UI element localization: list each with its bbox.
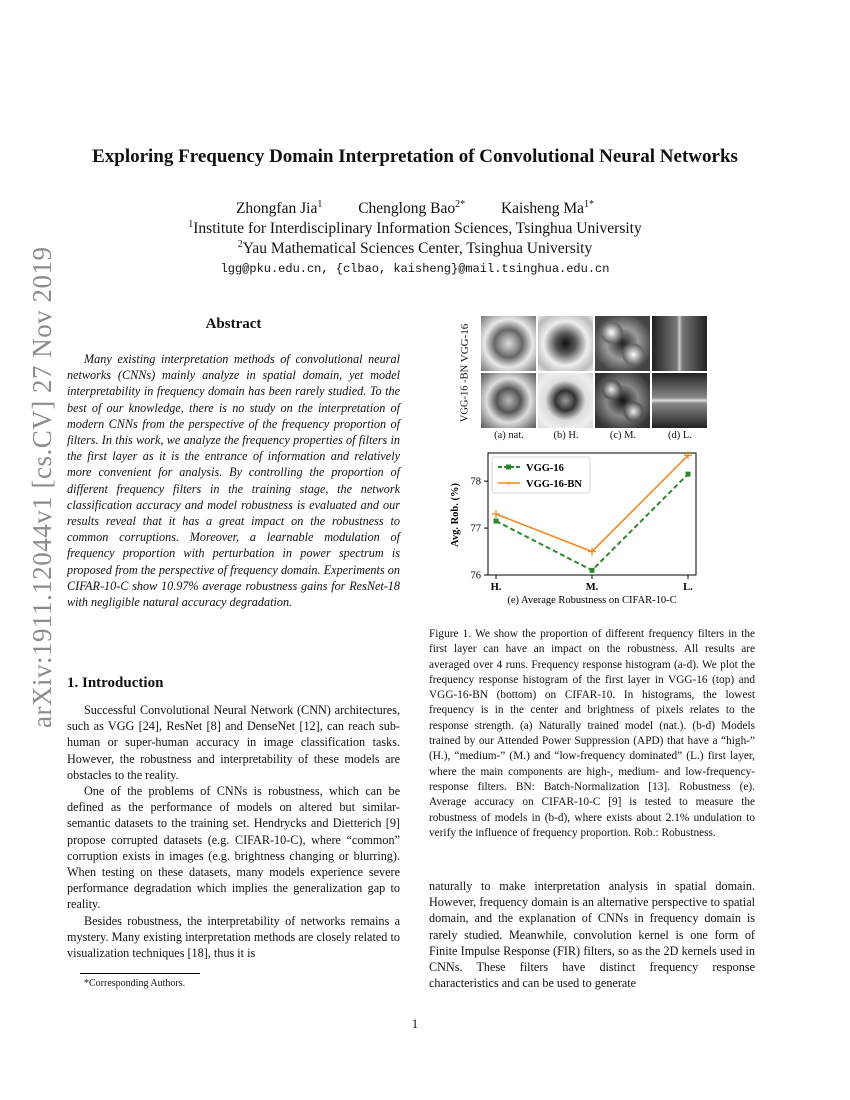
author-list	[0, 199, 830, 218]
right-column-text: naturally to make interpretation analysis in spatial domain. However, frequency domain is an alternative perspective to spatial domain, and the explanation of CNNs in frequency domain is rarely studied. Meanwhile, convolution kernel is one form of Finite Impulse Response (FIR) filters, so as the 2D kernels used in CNNs. These filters have distinct frequency response characteristics and can be used to generate	[429, 879, 755, 991]
filter-histogram-grid	[481, 316, 707, 426]
legend-label-vgg16bn: VGG-16-BN	[526, 479, 582, 490]
x-tick-label: H.	[490, 582, 502, 593]
legend-marker-vgg16	[506, 465, 511, 470]
y-tick-label: 76	[470, 570, 481, 582]
affiliation: $^1$Institute for Interdisciplinary Information Sciences, Tsinghua University	[188, 219, 642, 238]
author-email: lgg@pku.edu.cn, {clbao, kaisheng}@mail.tsinghua.edu.cn	[220, 262, 610, 276]
histogram-vgg16bn-low	[652, 373, 707, 428]
histogram-vgg16-nat	[481, 316, 536, 371]
page-number: 1	[411, 1017, 419, 1031]
legend-label-vgg16: VGG-16	[526, 463, 564, 474]
histogram-vgg16-medium	[595, 316, 650, 371]
subfigure-label: (a) nat.	[494, 430, 524, 441]
data-point	[686, 472, 691, 477]
footnote-rule	[80, 973, 200, 974]
abstract-heading: Abstract	[205, 316, 262, 332]
histogram-vgg16bn-nat	[481, 373, 536, 428]
data-point	[492, 510, 500, 518]
y-tick-label: 77	[470, 523, 481, 535]
chart-title: (e) Average Robustness on CIFAR-10-C	[507, 595, 677, 606]
intro-body	[67, 702, 400, 961]
paragraph: One of the problems of CNNs is robustness, which can be defined as the performance of models on altered but similar-semantic datasets to the training set. Hendrycks and Dietterich [9] propose corrupted datasets (e.g. CIFAR-10-C), where “common” corruption exists in images (e.g. brightness changing or blurring). When testing on these datasets, many models experience severe performance degradation which implies the generalization gap to reality.	[67, 784, 400, 912]
data-point	[494, 519, 499, 524]
paragraph: Successful Convolutional Neural Network (CNN) architectures, such as VGG [24], ResNet [8] and DenseNet [12], can reach sub-human or super-human accuracy in image classification tasks. However, the robustness and interpretability of these models are obstacles to the reality.	[67, 703, 400, 782]
legend-marker-vgg16bn: +	[505, 476, 513, 490]
y-tick-label: 78	[470, 476, 481, 488]
subfigure-label: (d) L.	[668, 430, 692, 441]
x-tick-label: M.	[585, 582, 599, 593]
figure-caption: Figure 1. We show the proportion of different frequency filters in the first layer can have an impact on the robustness. All results are averaged over 4 runs. Frequency response histogram (a-d). We plot the frequency response histogram of the first layer in VGG-16 (top) and VGG-16-BN (bottom) on CIFAR-10. In histograms, the lowest frequency is in the center and brightness of pixels relates to the response strength. (a) Naturally trained model (nat.). (b-d) Models trained by our Attended Power Suppression (APD) that have a “high-” (H.), “medium-” (M.) and “low-frequency dominated” (L.) first layer, where the main components are high-, medium- and low-frequency-response filters. BN: Batch-Normalization [13]. Robustness (e). Average accuracy on CIFAR-10-C [9] is tested to measure the robustness of models in (b-d), where exists about 2.1% undulation to verify the influence of frequency proportion. Rob.: Robustness.	[429, 628, 755, 839]
author: Kaisheng $Ma^{1*}$	[500, 199, 595, 218]
data-point	[590, 568, 595, 573]
subfigure-label: (c) M.	[609, 430, 637, 441]
y-axis-label: Avg. Rob. (%)	[450, 483, 461, 547]
legend	[492, 457, 590, 493]
affiliation: $^2$Yau Mathematical Sciences Center, Tsinghua University	[237, 239, 593, 258]
histogram-vgg16bn-medium	[595, 373, 650, 428]
arxiv-identifier: arXiv:1911.12044v1 [cs.CV] 27 Nov 2019	[27, 246, 57, 728]
x-tick-label: L.	[683, 582, 693, 593]
histogram-vgg16-low	[652, 316, 707, 371]
row-label: VGG-16 -BN	[459, 364, 471, 423]
histogram-vgg16-high	[538, 316, 593, 371]
author: Chenglong Bao$^{2*}$	[358, 199, 466, 218]
histogram-vgg16bn-high	[538, 373, 593, 428]
subfigure-label: (b) H.	[553, 430, 579, 441]
row-label: VGG-16	[459, 323, 471, 363]
robustness-line-chart	[440, 445, 710, 610]
author: Zhongfan Jia$^1$	[235, 199, 323, 218]
footnote: *Corresponding Authors.	[84, 978, 186, 989]
paper-title: Exploring Frequency Domain Interpretation of Convolutional Neural Networks	[92, 146, 738, 167]
paragraph: Besides robustness, the interpretability of networks remains a mystery. Many existing interpretation methods are closely related to visualization techniques [18], thus it is	[67, 913, 400, 961]
abstract-text: Many existing interpretation methods of convolutional neural networks (CNNs) mainly analyze in spatial domain, yet model interpretability in frequency domain has been rarely studied. To the best of our knowledge, there is no study on the interpretation of modern CNNs from the perspective of the frequency proportion of filters. In this work, we analyze the frequency properties of filters in the first layer as it is the entrance of information and relatively more convenient for analysis. By controlling the proportion of different frequency filters in the training stage, the network classification accuracy and model robustness is evaluated and our results reveal that it has a great impact on the robustness to common corruptions. Moreover, a learnable modulation of frequency proportion with perturbation in power spectrum is proposed from the perspective of frequency domain. Experiments on CIFAR-10-C show 10.97% average robustness gains for ResNet-18 with negligible natural accuracy degradation.	[67, 352, 400, 610]
section-heading: 1. Introduction	[67, 675, 164, 691]
